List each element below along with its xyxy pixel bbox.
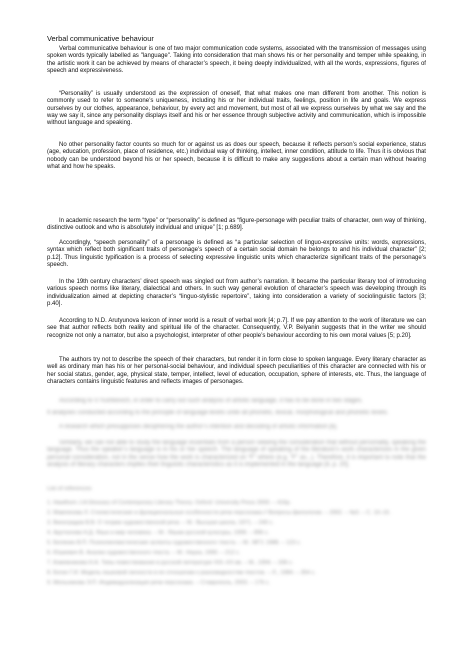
paragraph: Verbal communicative behaviour is one of two major communication code systems, associated with the transmission of messages using spoken words typically labelled as "language". Taking into consideration that man shows his or her personality and temper while speaking, in the artistic work it can be achieved by means of character’s speech, it being deeply individualized, with all the words, expressions, figures of speech and expressiveness. xyxy=(47,46,426,74)
paragraph: The authors try not to describe the speech of their characters, but render it in form close to spoken language. Every literary character as well as ordinary man has his or her personal-social behaviour, and individual speech peculiarities of this character are connected with his or her social status, gender, age, physical state, temper, intellect, level of education, occupation, sphere of interests, etc. Thus, the language of characters contains linguistic features and reflects images of personages. xyxy=(47,357,426,385)
blurred-paragraph: A research which presupposes deciphering the author’s intention and decoding of artistic information [6]. xyxy=(59,424,338,430)
paragraph: According to N.D. Arutyunova lexicon of inner world is a result of verbal work [4; p.7]. If we pay attention to the work of literature we can see that author reflects both reality and spiritual life of the character. Consequently, V.P. Belyanin suggests that in the writer we should recognize not only a narrator, but also a psychologist, interpreter of other people’s behaviour according to his own moral values [5; p.20]. xyxy=(47,318,426,339)
reference-item: 9. Мельникова Э.П. Индивидуализация речи персонажа. – Ставрополь, 2003. – 176 с. xyxy=(47,579,271,586)
reference-item: 5. Белянин В.П. Психолингвистические аспекты художественного текста. – М.: МГУ, 1988. – 123 с. xyxy=(47,539,302,546)
references-list xyxy=(47,500,426,590)
blurred-paragraph: According to V.Yushkevich, in order to carry out such analysis of artistic language, it has to be done in two stages. xyxy=(59,398,363,404)
paragraph: Accordingly, “speech personality” of a personage is defined as “a particular selection of linguo-expressive units: words, expressions, syntax which reflect both significant traits of personage’s speech of a certain social domain he belongs to and his individual character” [2; p.12]. Thus linguistic typification is a process of selecting expressive linguistic units which characterize significant traits of the personage’s speech. xyxy=(47,240,426,268)
document-title: Verbal communicative behaviour xyxy=(47,34,154,43)
paragraph: No other personality factor counts so much for or against us as does our speech, because it reflects person’s social experience, status (age, education, profession, place of residence, etc.) individual way of thinking, intellect, inner condition, attitude to life. Thus it is obvious that nobody can be understood beyond his or her speech, because it is difficult to make any suggestions about a certain man without hearing what and how he speaks. xyxy=(47,142,426,170)
paragraph: In the 19th century characters’ direct speech was singled out from author’s narration. It became the particular literary tool of introducing various speech norms like literary, dialectical and others. In such way general evolution of character’s speech was developing through its individualization aimed at depicting character’s “linguo-stylistic repertoire”, taking into consideration a variety of sociolinguistic factors [3; p.40]. xyxy=(47,279,426,307)
paragraph: In academic research the term “type” or “personality” is defined as “figure-personage with peculiar traits of character, own way of thinking, distinctive outlook and who is absolutely individual and unique” [1; p.689]. xyxy=(47,218,427,232)
blurred-paragraph: Similarly, we can not able to study the language essentials from a person viewing the consideration that without personality, speaking the language. Thus the speaker’s language is in his or her speech. The language of speaking of the literature’s work characterizes in the given personal consideration, not in the sense how the work is characterized on “F” where (e.g. “F” as...). Therefore, it is important to note that the analysis of literary characters implies their linguistic characteristics as it is implemented in the language [4, p. 20]. xyxy=(47,440,426,468)
reference-item: 6. Юшкевич В. Анализ художественного текста. – М.: Наука, 1990. – 212 с. xyxy=(47,549,241,556)
reference-item: 4. Арутюнова Н.Д. Язык и мир человека. – М.: Языки русской культуры, 1999. – 896 с. xyxy=(47,529,270,536)
references-heading: List of references xyxy=(47,486,92,492)
blurred-paragraph: It analyses conducted according to the principle of language-levels unite all phonetic, lexical, morphological and phonetic levels. xyxy=(47,410,389,416)
reference-item: 8. Богин Г.И. Модель языковой личности в ее отношении к разновидностям текстов. – Л., 1984. – 354 с. xyxy=(47,569,316,576)
paragraph: “Personality” is usually understood as the expression of oneself, that what makes one man different from another. This notion is commonly used to refer to someone’s uniqueness, including his or her individual traits, feelings, position in life and goals. We express ourselves by our clothes, appearance, behaviour, by every act and movement, but most of all we express ourselves by what we say and the way we say it, since any personality displays itself and his or her essence through subjective activity and communication, which is impossible without language and speaking. xyxy=(47,91,426,127)
reference-item: 3. Виноградов В.В. О теории художественной речи. – М.: Высшая школа, 1971. – 240 с. xyxy=(47,519,274,526)
reference-item: 2. Мавлянова Л. Стилистические и функциональные особенности речи персонажа // Вопросы филологии. – 2002. – №3. – С. 10–15. xyxy=(47,509,391,516)
reference-item: 1. Hawthorn J.A Glossary of Contemporary Literary Theory. Oxford: University Press 2000. – 416p. xyxy=(47,500,292,506)
reference-item: 7. Кожевникова Н.А. Типы повествования в русской литературе XIX–XX вв. – М., 1994. – 336 с. xyxy=(47,559,294,566)
